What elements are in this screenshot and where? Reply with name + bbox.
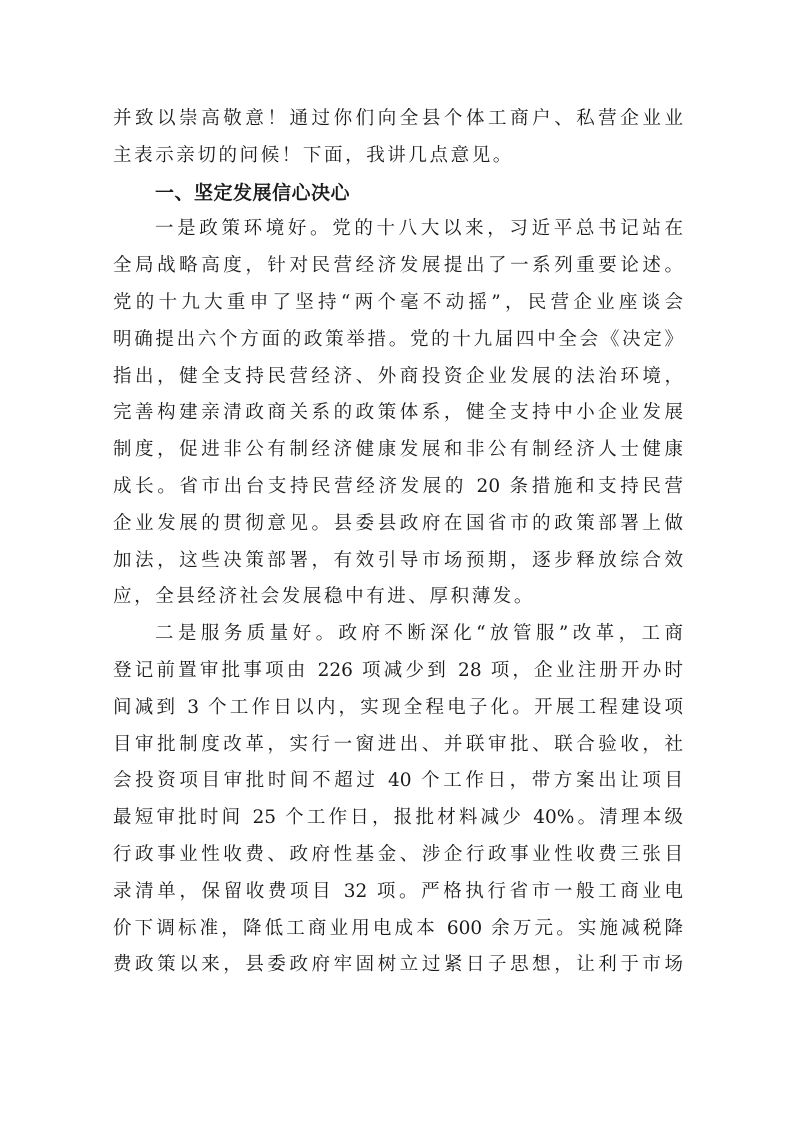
paragraph-line: 最短审批时间 25 个工作日，报批材料减少 40%。清理本级 — [113, 807, 683, 829]
intro-line: 并致以崇高敬意！通过你们向全县个体工商户、私营企业业 — [113, 108, 683, 129]
paragraph-line: 指出，健全支持民营经济、外商投资企业发展的法治环境， — [113, 365, 683, 387]
paragraph-line: 企业发展的贯彻意见。县委县政府在国省市的政策部署上做 — [113, 512, 683, 534]
paragraph-text: 党的十八大以来，习近平总书记站在 — [332, 218, 683, 240]
paragraph-line: 登记前置审批事项由 226 项减少到 28 项，企业注册开办时 — [113, 659, 683, 681]
paragraph-lead: 一是政策环境好。 — [155, 218, 333, 240]
intro-line: 主表示亲切的问候！下面，我讲几点意见。 — [113, 144, 514, 166]
paragraph-first-line — [113, 616, 683, 653]
paragraph-line: 目审批制度改革，实行一窗进出、并联审批、联合验收，社 — [113, 733, 683, 755]
paragraph-line: 会投资项目审批时间不超过 40 个工作日，带方案出让项目 — [113, 770, 683, 792]
paragraph-line: 成长。省市出台支持民营经济发展的 20 条措施和支持民营 — [113, 475, 683, 497]
paragraph-line: 全局战略高度，针对民营经济发展提出了一系列重要论述。 — [113, 255, 683, 277]
paragraph-line: 完善构建亲清政商关系的政策体系，健全支持中小企业发展 — [113, 402, 683, 424]
document-page — [113, 101, 683, 984]
paragraph-lead: 二是服务质量好。 — [155, 623, 339, 645]
paragraph-line: 加法，这些决策部署，有效引导市场预期，逐步释放综合效 — [113, 549, 683, 571]
paragraph-line: 党的十九大重申了坚持“两个毫不动摇”，民营企业座谈会 — [113, 291, 683, 313]
paragraph-first-line — [113, 211, 683, 248]
paragraph-line: 价下调标准，降低工商业用电成本 600 余万元。实施减税降 — [113, 917, 683, 939]
paragraph-line: 录清单，保留收费项目 32 项。严格执行省市一般工商业电 — [113, 880, 683, 902]
section-heading: 一、坚定发展信心决心 — [155, 181, 351, 204]
paragraph-line: 行政事业性收费、政府性基金、涉企行政事业性收费三张目 — [113, 843, 683, 865]
paragraph-line: 明确提出六个方面的政策举措。党的十九届四中全会《决定》 — [113, 328, 683, 350]
paragraph-line: 费政策以来，县委政府牢固树立过紧日子思想，让利于市场 — [113, 954, 683, 976]
paragraph-line: 制度，促进非公有制经济健康发展和非公有制经济人士健康 — [113, 439, 683, 461]
paragraph-line: 间减到 3 个工作日以内，实现全程电子化。开展工程建设项 — [113, 696, 683, 718]
paragraph-line: 应，全县经济社会发展稳中有进、厚积薄发。 — [113, 586, 536, 608]
paragraph-text: 政府不断深化“放管服”改革，工商 — [338, 623, 683, 645]
